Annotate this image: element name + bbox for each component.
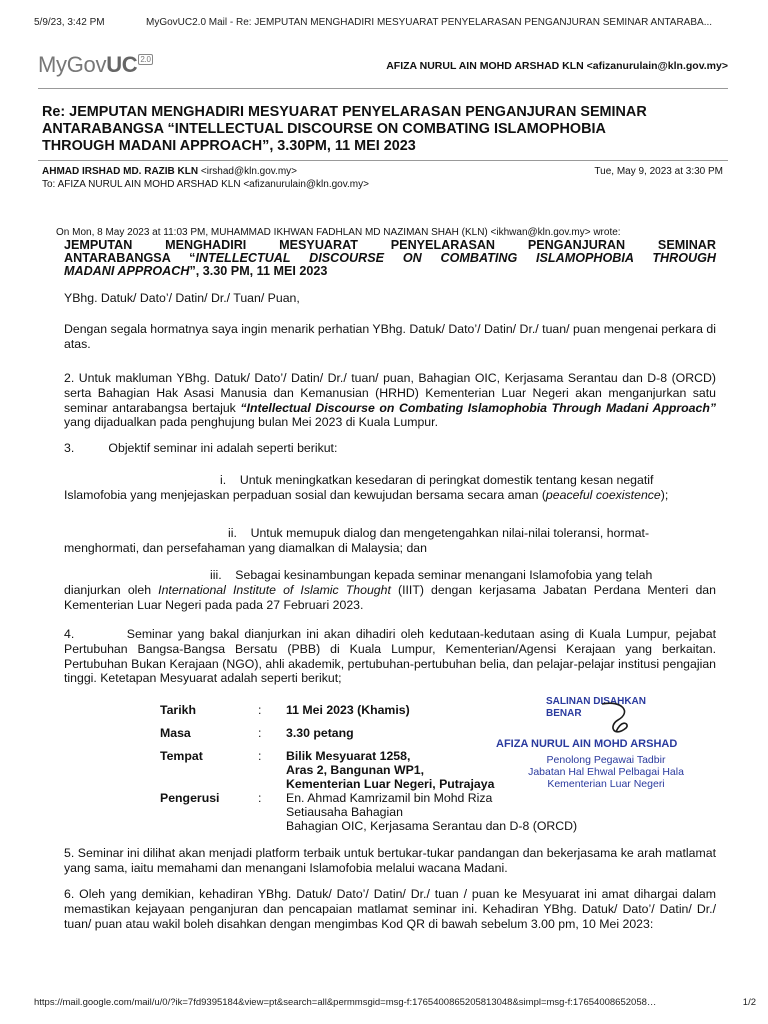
paragraph-2 bbox=[64, 371, 716, 430]
stamp-position-2: Jabatan Hal Ehwal Pelbagai Hala bbox=[528, 766, 684, 778]
message-date: Tue, May 9, 2023 at 3:30 PM bbox=[594, 166, 723, 177]
print-url: https://mail.google.com/mail/u/0/?ik=7fd9395184&view=pt&search=all&permmsgid=msg-f:1765400865205813048&simpl=msg-f:17654008652058… bbox=[34, 997, 657, 1008]
logo-badge: 2.0 bbox=[140, 55, 151, 64]
objective-2-first: Untuk memupuk dialog dan mengetengahkan nilai-nilai toleransi, hormat- bbox=[250, 526, 650, 540]
message-from bbox=[42, 166, 297, 177]
page-number: 1/2 bbox=[742, 997, 756, 1008]
paragraph-6: 6. Oleh yang demikian, kehadiran YBhg. Datuk/ Dato’/ Datin/ Dr./ tuan / puan ke Mesyuarat ini amat dihargai dalam memastikan kejayaan penganjuran dan pencapaian matlamat seminar ini. Kehadiran YBhg. Datuk/ Dato’/ Datin/ Dr./ tuan/ puan atau wakil boleh disahkan dengan mengimbas Kod QR di bawah sebelum 3.00 pm, 10 Mei 2023: bbox=[64, 887, 716, 931]
logo-text-uc: UC bbox=[106, 52, 138, 77]
objective-3-italic: International Institute of Islamic Thought bbox=[158, 582, 391, 597]
paragraph-2-tail: yang dijadualkan pada penghujung bulan Mei 2023 di Kuala Lumpur. bbox=[64, 415, 438, 430]
signature-icon bbox=[592, 698, 638, 742]
quoted-title-part: ANTARABANGSA “ bbox=[64, 251, 196, 265]
salutation: YBhg. Datuk/ Dato’/ Datin/ Dr./ Tuan/ Puan, bbox=[64, 291, 300, 305]
objective-2-rest: menghormati, dan persefahaman yang diamalkan di Malaysia; dan bbox=[64, 540, 427, 555]
value-tempat-2: Aras 2, Bangunan WP1, bbox=[286, 763, 425, 777]
objective-3-tail: (IIIT) dengan kerjasama Jabatan Perdana Menteri dan Kementerian Luar Negeri pada pada 27 Februari 2023. bbox=[64, 582, 716, 612]
paragraph-4: 4. Seminar yang bakal dianjurkan ini akan dihadiri oleh kedutaan-kedutaan asing di Kuala Lumpur, pejabat Pertubuhan Bangsa-Bangsa Bersatu (PBB) di Kuala Lumpur, Kementerian/Agensi Kerajaan yang berkaitan. Pertubuhan Bukan Kerajaan (NGO), ahli akademik, pertubuhan-pertubuhan belia, dan pelajar-pelajar institusi pengajian tinggi. Ketetapan Mesyuarat adalah seperti berikut; bbox=[64, 627, 720, 686]
mygovuc-logo bbox=[38, 52, 153, 78]
quoted-title-line-3 bbox=[64, 265, 716, 278]
stamp-name: AFIZA NURUL AIN MOHD ARSHAD bbox=[496, 738, 678, 750]
value-tempat-3: Kementerian Luar Negeri, Putrajaya bbox=[286, 777, 495, 791]
quoted-title-italic-end: MADANI APPROACH bbox=[64, 264, 190, 278]
colon: : bbox=[258, 703, 262, 717]
value-tarikh: 11 Mei 2023 (Khamis) bbox=[286, 703, 410, 717]
label-masa: Masa bbox=[160, 726, 191, 740]
message-to: To: AFIZA NURUL AIN MOHD ARSHAD KLN <afizanurulain@kln.gov.my> bbox=[42, 179, 369, 190]
label-tarikh: Tarikh bbox=[160, 703, 196, 717]
stamp-position-1: Penolong Pegawai Tadbir bbox=[546, 754, 666, 766]
quoted-attribution: On Mon, 8 May 2023 at 11:03 PM, MUHAMMAD IKHWAN FADHLAN MD NAZIMAN SHAH (KLN) <ikhwan@kln.gov.my> wrote: bbox=[56, 227, 621, 238]
sender-email[interactable]: <irshad@kln.gov.my> bbox=[200, 166, 298, 177]
objective-3-num: iii. bbox=[210, 568, 222, 582]
subject-line-1: Re: JEMPUTAN MENGHADIRI MESYUARAT PENYELARASAN PENGANJURAN SEMINAR bbox=[42, 104, 647, 120]
value-pengerusi-3: Bahagian OIC, Kerjasama Serantau dan D-8 (ORCD) bbox=[286, 819, 578, 833]
subject-line-3: THROUGH MADANI APPROACH”, 3.30PM, 11 MEI 2023 bbox=[42, 138, 416, 154]
objective-3 bbox=[64, 568, 716, 612]
paragraph-2-text: 2. Untuk makluman YBhg. Datuk/ Dato’/ Datin/ Dr./ tuan/ puan, Bahagian OIC, Kerjasama Serantau dan D-8 (ORCD) serta Bahagian Hak Asasi Manusia dan Kemanusian (HRHD) Kementerian Luar Negeri akan menganjurkan satu seminar antarabangsa bertajuk bbox=[64, 371, 716, 415]
objective-1-italic: peaceful coexistence bbox=[545, 487, 661, 502]
objective-1-end: ); bbox=[660, 487, 669, 502]
print-datetime: 5/9/23, 3:42 PM bbox=[34, 17, 105, 28]
value-pengerusi-2: Setiausaha Bahagian bbox=[286, 805, 403, 819]
paragraph-3: 3. Objektif seminar ini adalah seperti berikut: bbox=[64, 441, 338, 455]
email-subject bbox=[42, 104, 732, 155]
paragraph-5: 5. Seminar ini dilihat akan menjadi platform terbaik untuk bertukar-tukar pandangan dan bekerjasama ke arah matlamat yang sama, iaitu memahami dan menangani Islamofobia melalui wacana Madani. bbox=[64, 846, 716, 875]
subject-divider bbox=[38, 160, 728, 161]
value-pengerusi-1: En. Ahmad Kamrizamil bin Mohd Riza bbox=[286, 791, 493, 805]
colon: : bbox=[258, 791, 262, 805]
sender-name: AHMAD IRSHAD MD. RAZIB KLN bbox=[42, 166, 199, 177]
quoted-title-tail: ”, 3.30 PM, 11 MEI 2023 bbox=[189, 264, 328, 278]
value-masa: 3.30 petang bbox=[286, 726, 354, 740]
quoted-title-italic: INTELLECTUAL DISCOURSE ON COMBATING ISLAMOPHOBIA THROUGH bbox=[195, 251, 716, 265]
objective-1 bbox=[64, 473, 716, 503]
objective-2 bbox=[64, 526, 716, 556]
colon: : bbox=[258, 726, 262, 740]
value-tempat-1: Bilik Mesyuarat 1258, bbox=[286, 749, 411, 763]
objective-3-rest: dianjurkan oleh bbox=[64, 582, 159, 597]
logo-text: MyGov bbox=[38, 52, 107, 77]
quoted-title-line-1: JEMPUTAN MENGHADIRI MESYUARAT PENYELARASAN PENGANJURAN SEMINAR bbox=[64, 238, 716, 252]
objective-1-rest: Islamofobia yang menjejaskan perpaduan sosial dan kewujudan bersama secara aman ( bbox=[64, 487, 546, 502]
label-tempat: Tempat bbox=[160, 749, 203, 763]
objective-1-num: i. bbox=[220, 473, 227, 487]
label-pengerusi: Pengerusi bbox=[160, 791, 220, 805]
stamp-heading: SALINAN DISAHKAN bbox=[546, 696, 646, 707]
subject-line-2: ANTARABANGSA “INTELLECTUAL DISCOURSE ON COMBATING ISLAMOPHOBIA bbox=[42, 121, 606, 137]
colon: : bbox=[258, 749, 262, 763]
account-label: AFIZA NURUL AIN MOHD ARSHAD KLN <afizanurulain@kln.gov.my> bbox=[386, 60, 728, 72]
quoted-title bbox=[64, 239, 716, 278]
stamp-benar: BENAR bbox=[546, 708, 582, 719]
seminar-title: “Intellectual Discourse on Combating Islamophobia Through Madani Approach” bbox=[240, 400, 717, 415]
print-title: MyGovUC2.0 Mail - Re: JEMPUTAN MENGHADIRI MESYUARAT PENYELARASAN PENGANJURAN SEMINAR ANTARABA... bbox=[146, 17, 713, 28]
objective-3-first: Sebagai kesinambungan kepada seminar menangani Islamofobia yang telah bbox=[235, 568, 653, 582]
paragraph-1: Dengan segala hormatnya saya ingin menarik perhatian YBhg. Datuk/ Dato’/ Datin/ Dr./ tuan/ puan mengenai perkara di atas. bbox=[64, 322, 716, 351]
objective-2-num: ii. bbox=[228, 526, 237, 540]
objective-1-first: Untuk meningkatkan kesedaran di peringkat domestik tentang kesan negatif bbox=[239, 473, 654, 487]
header-divider bbox=[38, 88, 728, 89]
stamp-position-3: Kementerian Luar Negeri bbox=[547, 778, 665, 790]
